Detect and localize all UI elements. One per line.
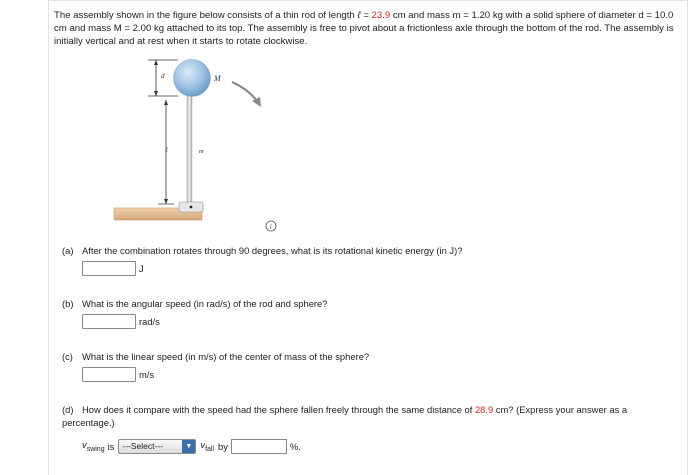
question-b-text: What is the angular speed (in rad/s) of the rod and sphere? bbox=[82, 298, 328, 309]
intro-text-1: The assembly shown in the figure below consists of a thin rod of length bbox=[54, 10, 358, 21]
sphere bbox=[174, 60, 211, 97]
v-fall-label: $v_{fall}$ bbox=[200, 439, 215, 453]
question-d bbox=[62, 403, 682, 429]
answer-a-input[interactable] bbox=[82, 261, 136, 276]
answer-d-input[interactable] bbox=[231, 439, 287, 454]
intro-text-3: cm and mass m = 1.20 kg with a solid sphere of diameter d = 10.0 cm and mass M = 2.00 kg attached to its top. The assembly is free to pivot about a frictionless axle through the bottom of the rod. The assembly is initially vertical and at rest when it starts to rotate clockwise. bbox=[54, 10, 674, 48]
by-text: by bbox=[218, 440, 228, 452]
question-b-label: (b) bbox=[62, 298, 74, 309]
answer-b-row bbox=[82, 313, 160, 330]
comparison-select[interactable] bbox=[118, 439, 196, 454]
ell-symbol: ℓ bbox=[357, 10, 361, 21]
answer-c-row bbox=[82, 366, 154, 383]
question-c bbox=[62, 350, 682, 363]
intro-text-2: = bbox=[360, 10, 372, 21]
svg-text:i: i bbox=[269, 223, 272, 231]
answer-a-unit: J bbox=[139, 263, 144, 274]
question-c-label: (c) bbox=[62, 351, 73, 362]
is-text: is bbox=[107, 440, 115, 452]
chevron-down-icon[interactable]: ▼ bbox=[182, 440, 195, 453]
answer-d-row bbox=[82, 437, 301, 455]
problem-statement bbox=[54, 9, 684, 49]
question-a-label: (a) bbox=[62, 245, 74, 256]
question-c-text: What is the linear speed (in m/s) of the center of mass of the sphere? bbox=[82, 351, 370, 362]
pivot-axle bbox=[190, 206, 193, 209]
answer-c-input[interactable] bbox=[82, 367, 136, 382]
answer-a-row bbox=[82, 260, 144, 277]
answer-c-unit: m/s bbox=[139, 369, 155, 380]
comparison-select-value: ---Select--- bbox=[122, 441, 163, 451]
label-M: M bbox=[214, 74, 221, 83]
question-a bbox=[62, 244, 682, 257]
answer-b-input[interactable] bbox=[82, 314, 136, 329]
v-swing-label: $v_{swing}$ bbox=[82, 439, 105, 453]
question-d-text-1: How does it compare with the speed had the sphere fallen freely through the same distance of bbox=[82, 404, 475, 415]
rotation-arrow bbox=[232, 82, 258, 102]
fall-distance-value: 28.9 bbox=[474, 404, 494, 415]
question-a-text: After the combination rotates through 90 degrees, what is its rotational kinetic energy (in J)? bbox=[82, 245, 463, 256]
rod-length-value: 23.9 bbox=[371, 10, 391, 21]
label-m: m bbox=[199, 148, 204, 155]
question-d-text-2: cm? (Express your answer as a percentage.) bbox=[62, 404, 628, 428]
answer-d-unit: %. bbox=[289, 440, 301, 452]
label-d: d bbox=[161, 72, 165, 80]
rod bbox=[187, 96, 192, 206]
question-b bbox=[62, 297, 682, 310]
answer-b-unit: rad/s bbox=[139, 316, 160, 327]
label-ell: ℓ bbox=[165, 146, 168, 154]
assembly-figure bbox=[108, 54, 283, 234]
question-d-label: (d) bbox=[62, 404, 74, 415]
